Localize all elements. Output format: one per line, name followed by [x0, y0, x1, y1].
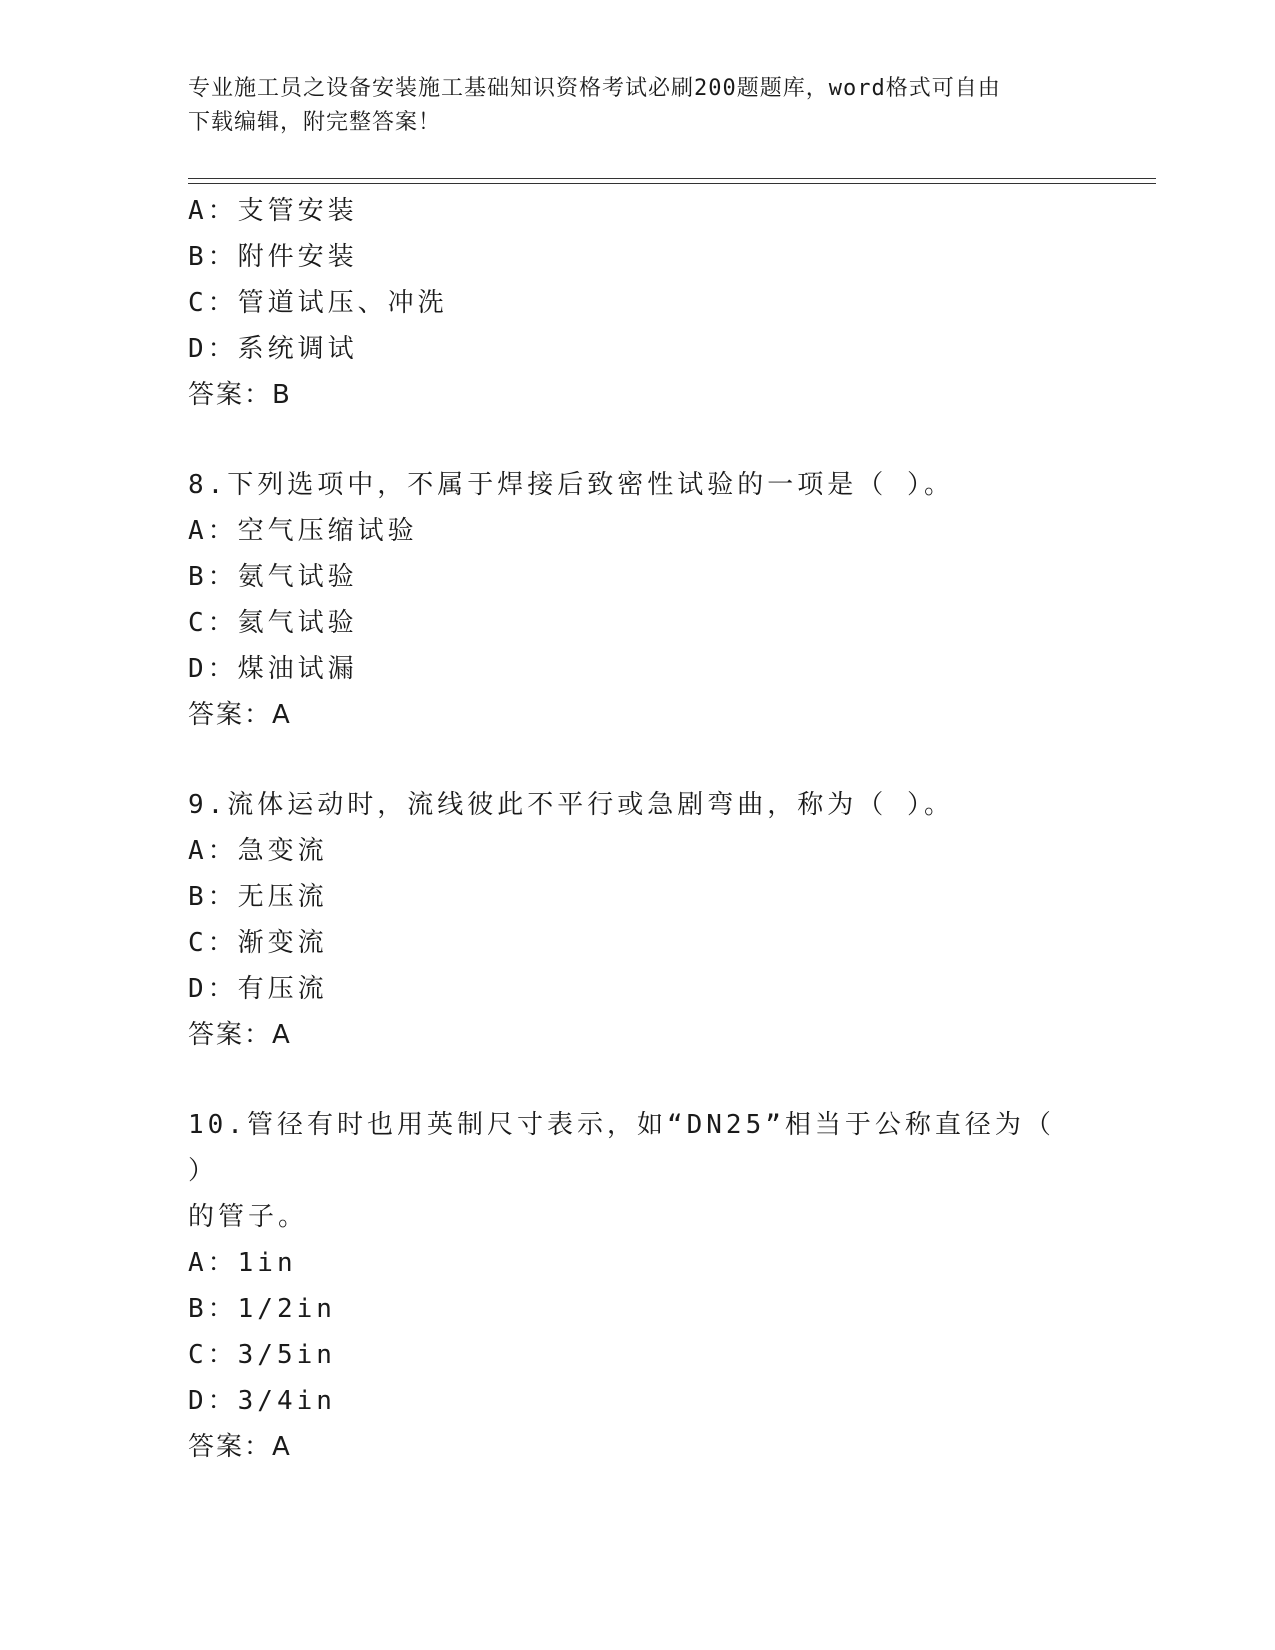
header-line-1: 专业施工员之设备安装施工基础知识资格考试必刷200题题库，word格式可自由	[188, 76, 1001, 101]
option-d: D：煤油试漏	[188, 654, 358, 684]
question-list	[188, 188, 1088, 1470]
option-a: A：支管安装	[188, 196, 358, 226]
question-stem: 9.流体运动时，流线彼此不平行或急剧弯曲，称为（ ）。	[188, 790, 954, 820]
option-a: A：空气压缩试验	[188, 516, 418, 546]
option-c: C：氦气试验	[188, 608, 358, 638]
option-c: C：管道试压、冲洗	[188, 288, 448, 318]
header-line-2: 下载编辑，附完整答案！	[188, 110, 442, 135]
question-block-10	[188, 1102, 1088, 1470]
option-b: B：1/2in	[188, 1294, 336, 1324]
question-stem-line-2: 的管子。	[188, 1202, 309, 1232]
question-block-8	[188, 462, 1088, 738]
document-header	[188, 72, 1068, 140]
answer-line: 答案：A	[188, 1020, 292, 1050]
question-block-7	[188, 188, 1088, 418]
option-b: B：附件安装	[188, 242, 358, 272]
answer-line: 答案：A	[188, 700, 292, 730]
option-b: B：无压流	[188, 882, 328, 912]
option-b: B：氨气试验	[188, 562, 358, 592]
answer-line: 答案：A	[188, 1432, 292, 1462]
option-d: D：3/4in	[188, 1386, 336, 1416]
option-c: C：3/5in	[188, 1340, 336, 1370]
option-a: A：1in	[188, 1248, 297, 1278]
header-divider	[188, 178, 1156, 184]
question-stem-line-1: 10.管径有时也用英制尺寸表示，如“DN25”相当于公称直径为（ ）	[188, 1110, 1055, 1186]
option-a: A：急变流	[188, 836, 328, 866]
option-d: D：有压流	[188, 974, 328, 1004]
option-c: C：渐变流	[188, 928, 328, 958]
question-stem: 8.下列选项中，不属于焊接后致密性试验的一项是（ ）。	[188, 470, 954, 500]
answer-line: 答案：B	[188, 380, 292, 410]
question-block-9	[188, 782, 1088, 1058]
option-d: D：系统调试	[188, 334, 358, 364]
